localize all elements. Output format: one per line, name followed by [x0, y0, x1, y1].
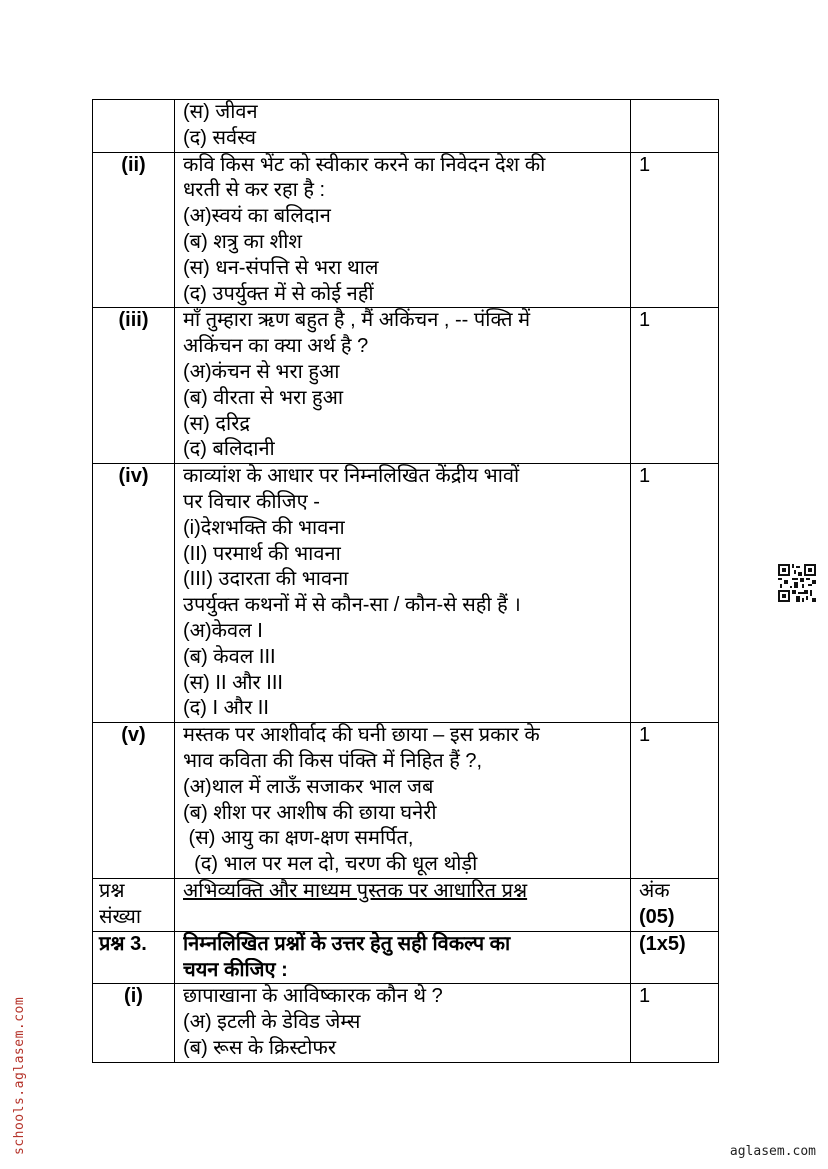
section-header-row [93, 879, 719, 932]
statement-line: (II) परमार्थ की भावना [183, 542, 341, 565]
marks-cell [631, 931, 719, 984]
section-heading-cell [175, 879, 631, 932]
option-line: (स) II और III [183, 671, 283, 694]
question-text [175, 931, 631, 984]
question-line: मस्तक पर आशीर्वाद की घनी छाया – इस प्रकार के [183, 724, 540, 747]
question-line: निम्नलिखित प्रश्नों के उत्तर हेतु सही विकल्प का [183, 932, 511, 955]
table-row [93, 100, 719, 153]
question-number: (v) [93, 723, 175, 879]
option-line: (अ)स्वयं का बलिदान [183, 205, 331, 228]
option-line: (ब) शीश पर आशीष की छाया घनेरी [183, 801, 437, 824]
marks-value: (1x5) [639, 932, 686, 955]
table-row [93, 152, 719, 308]
marks-cell [631, 984, 719, 1063]
marks-cell [631, 152, 719, 308]
marks-value: 1 [639, 153, 651, 176]
question-number-header [93, 879, 175, 932]
table-row [93, 723, 719, 879]
option-line: (द) भाल पर मल दो, चरण की धूल थोड़ी [183, 853, 478, 876]
option-line: (ब) शत्रु का शीश [183, 230, 302, 253]
question-text [175, 308, 631, 464]
side-watermark: schools.aglasem.com [12, 996, 27, 1155]
question-text [175, 984, 631, 1063]
question-number: (ii) [93, 152, 175, 308]
section-heading: अभिव्यक्ति और माध्यम पुस्तक पर आधारित प्रश्न [183, 880, 528, 903]
question-text [175, 100, 631, 153]
question-line: भाव कविता की किस पंक्ति में निहित हैं ?, [183, 749, 483, 772]
question-line: उपर्युक्त कथनों में से कौन-सा / कौन-से सही हैं । [183, 594, 521, 617]
option-line: (स) दरिद्र [183, 412, 250, 435]
marks-cell [631, 308, 719, 464]
option-line: (ब) रूस के क्रिस्टोफर [183, 1036, 337, 1059]
marks-cell [631, 464, 719, 723]
option-line: (अ) इटली के डेविड जेम्स [183, 1011, 361, 1034]
question-text [175, 152, 631, 308]
marks-value: 1 [639, 985, 651, 1008]
footer-watermark: aglasem.com [729, 1144, 816, 1159]
option-line: (द) उपर्युक्त में से कोई नहीं [183, 282, 374, 305]
marks-value: 1 [639, 309, 651, 332]
question-number: (iii) [93, 308, 175, 464]
header-label: संख्या [99, 905, 141, 928]
marks-cell [631, 879, 719, 932]
question-number: (iv) [93, 464, 175, 723]
question-table [92, 99, 719, 1063]
question-line: चयन कीजिए : [183, 958, 288, 981]
question-line: अकिंचन का क्या अर्थ है ? [183, 335, 369, 358]
option-line: (अ)केवल I [183, 619, 263, 642]
table-row [93, 931, 719, 984]
option-line: (स) आयु का क्षण-क्षण समर्पित, [183, 827, 414, 850]
question-number: (i) [93, 984, 175, 1063]
marks-value: 1 [639, 465, 651, 488]
question-line: कवि किस भेंट को स्वीकार करने का निवेदन देश की [183, 153, 546, 176]
question-text [175, 723, 631, 879]
statement-line: (III) उदारता की भावना [183, 568, 349, 591]
option-line: (अ)कंचन से भरा हुआ [183, 360, 340, 383]
statement-line: (i)देशभक्ति की भावना [183, 516, 345, 539]
option-line: (द) I और II [183, 697, 269, 720]
option-line: (द) सर्वस्व [183, 126, 257, 149]
option-line: (द) बलिदानी [183, 438, 275, 461]
marks-cell [631, 100, 719, 153]
question-line: काव्यांश के आधार पर निम्नलिखित केंद्रीय भावों [183, 465, 520, 488]
option-line: (ब) वीरता से भरा हुआ [183, 386, 344, 409]
header-label: प्रश्न [99, 880, 125, 903]
option-line: (स) जीवन [183, 101, 258, 123]
option-line: (ब) केवल III [183, 645, 276, 668]
question-line: छापाखाना के आविष्कारक कौन थे ? [183, 985, 443, 1008]
question-number: प्रश्न 3. [93, 931, 175, 984]
question-number [93, 100, 175, 153]
table-row [93, 308, 719, 464]
option-line: (अ)थाल में लाऊँ सजाकर भाल जब [183, 775, 434, 798]
table-row [93, 984, 719, 1063]
table-row [93, 464, 719, 723]
marks-value: 1 [639, 724, 651, 747]
question-line: पर विचार कीजिए - [183, 490, 320, 513]
marks-value: (05) [639, 905, 675, 928]
question-line: धरती से कर रहा है : [183, 179, 326, 202]
option-line: (स) धन-संपत्ति से भरा थाल [183, 256, 379, 279]
question-line: माँ तुम्हारा ऋण बहुत है , मैं अकिंचन , -- पंक्ति में [183, 309, 531, 332]
qr-code-icon [778, 564, 816, 602]
marks-label: अंक [639, 880, 670, 903]
question-text [175, 464, 631, 723]
marks-cell [631, 723, 719, 879]
